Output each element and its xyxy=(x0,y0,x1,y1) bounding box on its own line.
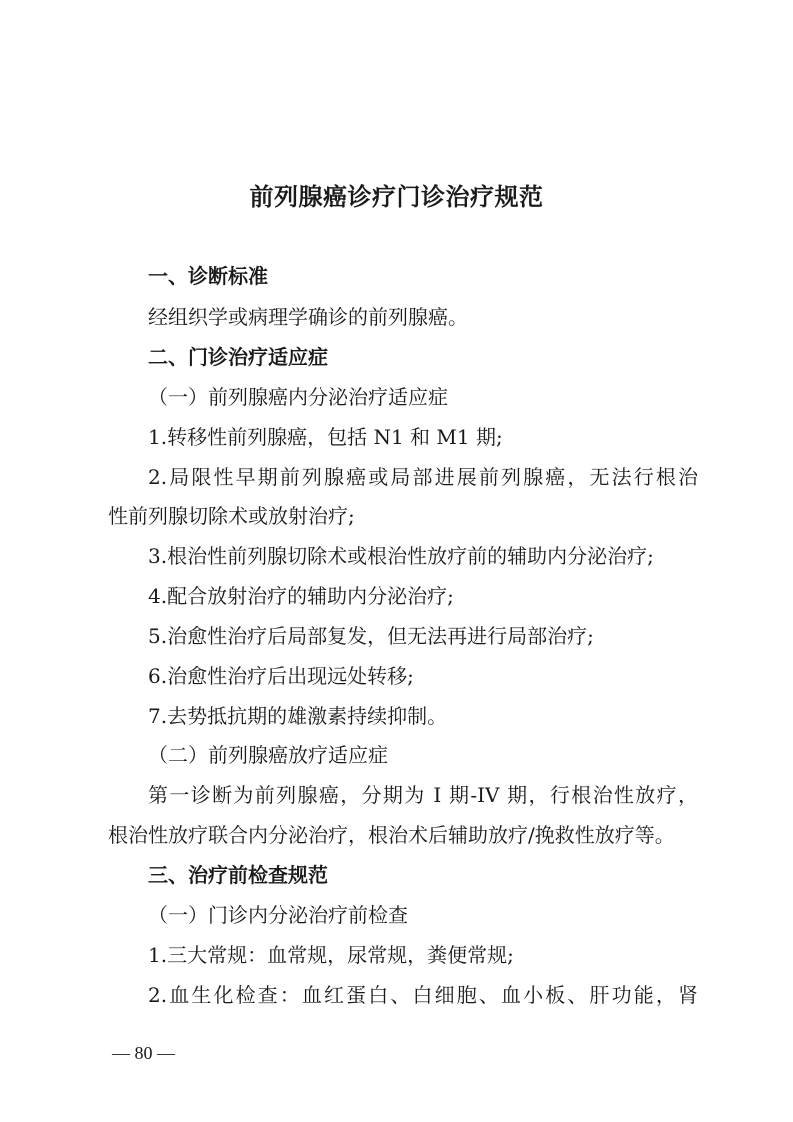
list-item: 1.三大常规：血常规，尿常规，粪便常规; xyxy=(148,943,514,967)
section-heading-diagnosis: 一、诊断标准 xyxy=(148,264,268,288)
paragraph: 第一诊断为前列腺癌，分期为 I 期-IV 期，行根治性放疗， xyxy=(148,783,698,807)
document-title: 前列腺癌诊疗门诊治疗规范 xyxy=(249,182,544,211)
subsection-heading: （一）门诊内分泌治疗前检查 xyxy=(148,903,408,927)
list-item: 3.根治性前列腺切除术或根治性放疗前的辅助内分泌治疗; xyxy=(148,544,654,568)
page-number: — 80 — xyxy=(112,1043,175,1063)
list-item: 5.治愈性治疗后局部复发，但无法再进行局部治疗; xyxy=(148,624,594,648)
paragraph: 经组织学或病理学确诊的前列腺癌。 xyxy=(148,305,468,329)
list-item: 7.去势抵抗期的雄激素持续抑制。 xyxy=(148,704,448,728)
list-item: 2.血生化检查：血红蛋白、白细胞、血小板、肝功能，肾 xyxy=(148,983,698,1007)
section-heading-pretreatment: 三、治疗前检查规范 xyxy=(148,863,328,887)
list-item-continuation: 性前列腺切除术或放射治疗; xyxy=(108,504,355,528)
paragraph-continuation: 根治性放疗联合内分泌治疗，根治术后辅助放疗/挽救性放疗等。 xyxy=(108,823,675,847)
subsection-heading: （二）前列腺癌放疗适应症 xyxy=(148,743,388,767)
list-item: 4.配合放射治疗的辅助内分泌治疗; xyxy=(148,584,454,608)
list-item: 6.治愈性治疗后出现远处转移; xyxy=(148,664,414,688)
subsection-heading: （一）前列腺癌内分泌治疗适应症 xyxy=(148,385,448,409)
section-heading-indications: 二、门诊治疗适应症 xyxy=(148,345,328,369)
list-item: 2.局限性早期前列腺癌或局部进展前列腺癌，无法行根治 xyxy=(148,465,698,489)
list-item: 1.转移性前列腺癌，包括 N1 和 M1 期; xyxy=(148,425,503,449)
